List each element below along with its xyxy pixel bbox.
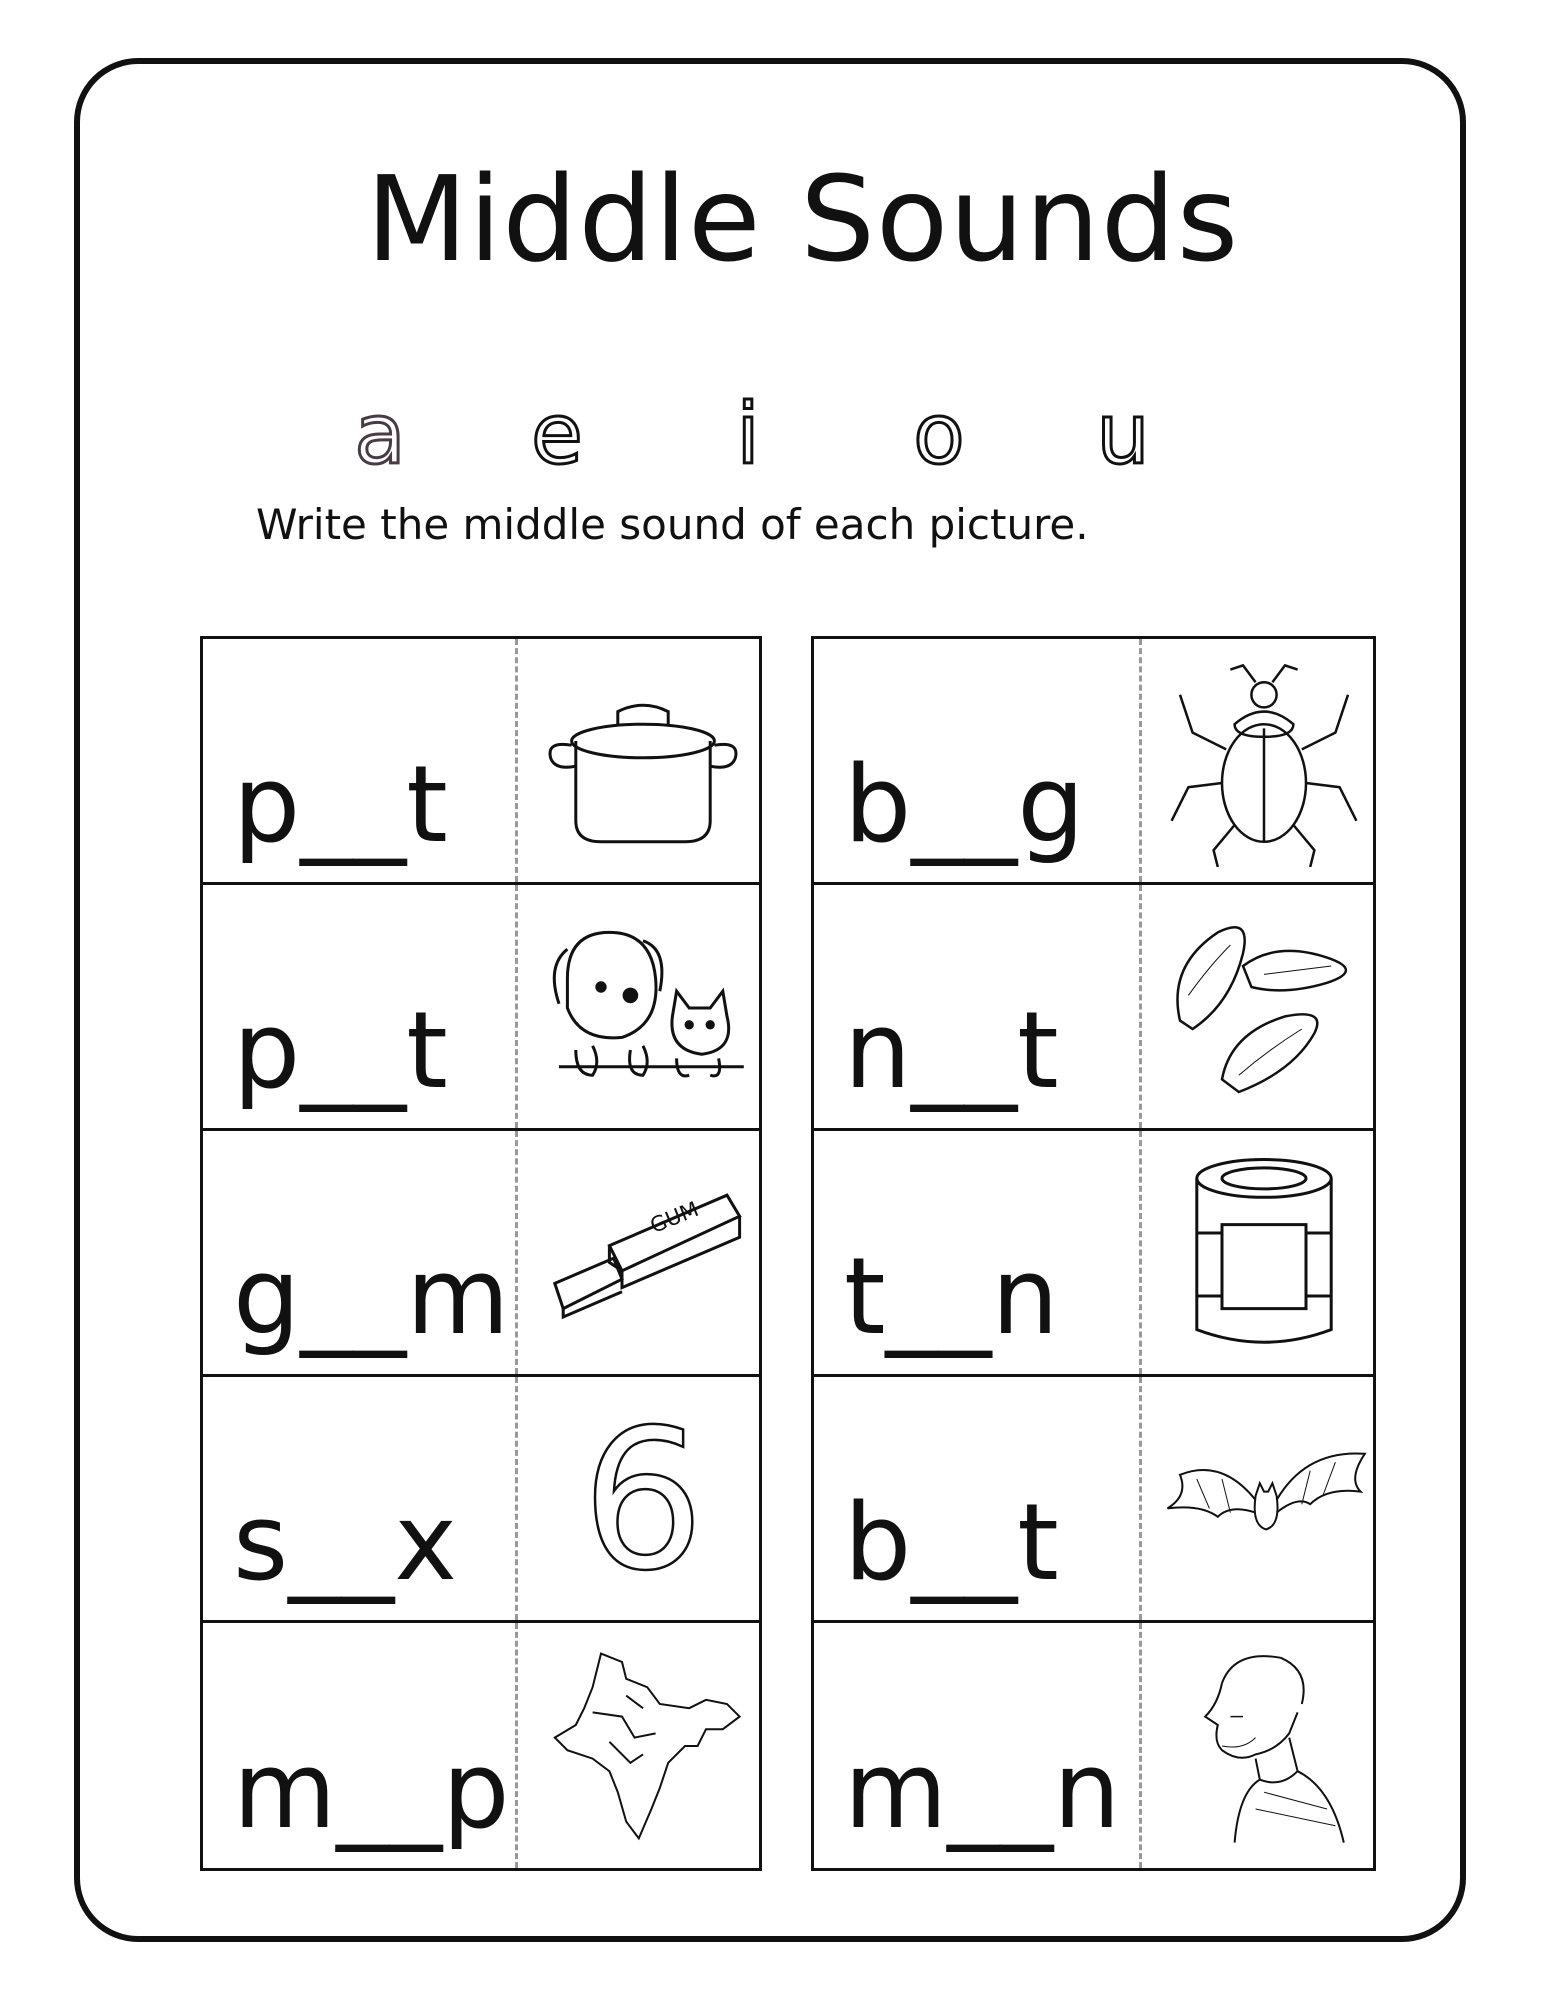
nut-icon (1159, 903, 1369, 1113)
word-blank-field[interactable]: m__n (844, 1729, 1121, 1852)
vowel-i: i (736, 385, 760, 483)
word-row (203, 1377, 759, 1623)
six-label: 6 (581, 1395, 705, 1605)
word-blank-field[interactable]: b__t (844, 1481, 1059, 1604)
word-blank-field[interactable]: t__n (844, 1235, 1059, 1358)
man-icon (1159, 1641, 1369, 1851)
cut-line (515, 1131, 518, 1374)
word-row (814, 1623, 1373, 1868)
word-row (814, 1377, 1373, 1623)
vowel-o: o (913, 385, 965, 483)
cut-line (515, 1623, 518, 1868)
pot-icon (538, 657, 748, 867)
vowel-list (0, 385, 1545, 495)
left-word-column (200, 636, 762, 1871)
pet-icon (538, 903, 748, 1113)
word-row (203, 1623, 759, 1868)
page-title: Middle Sounds (365, 150, 1240, 288)
gum-label: GUM (646, 1196, 702, 1238)
word-blank-field[interactable]: m__p (233, 1729, 510, 1852)
cut-line (515, 885, 518, 1128)
word-row (203, 1131, 759, 1377)
gum-icon (538, 1149, 748, 1359)
cut-line (1139, 1377, 1142, 1620)
cut-line (1139, 1623, 1142, 1868)
cut-line (515, 639, 518, 882)
word-row (814, 639, 1373, 885)
vowel-u: u (1096, 385, 1150, 483)
word-blank-field[interactable]: p__t (233, 743, 448, 866)
vowel-a: a (354, 385, 406, 483)
cut-line (515, 1377, 518, 1620)
word-blank-field[interactable]: s__x (233, 1481, 457, 1604)
word-row (203, 639, 759, 885)
word-blank-field[interactable]: b__g (844, 743, 1085, 866)
right-word-column (811, 636, 1376, 1871)
instruction-text: Write the middle sound of each picture. (256, 500, 1089, 549)
six-icon (538, 1395, 748, 1605)
cut-line (1139, 639, 1142, 882)
cut-line (1139, 1131, 1142, 1374)
word-blank-field[interactable]: p__t (233, 989, 448, 1112)
word-row (814, 885, 1373, 1131)
word-blank-field[interactable]: n__t (844, 989, 1059, 1112)
bug-icon (1159, 657, 1369, 867)
word-row (814, 1131, 1373, 1377)
tin-icon (1159, 1149, 1369, 1359)
map-icon (538, 1641, 748, 1851)
vowel-e: e (531, 385, 583, 483)
bat-icon (1159, 1395, 1369, 1605)
word-row (203, 885, 759, 1131)
cut-line (1139, 885, 1142, 1128)
word-blank-field[interactable]: g__m (233, 1235, 510, 1358)
